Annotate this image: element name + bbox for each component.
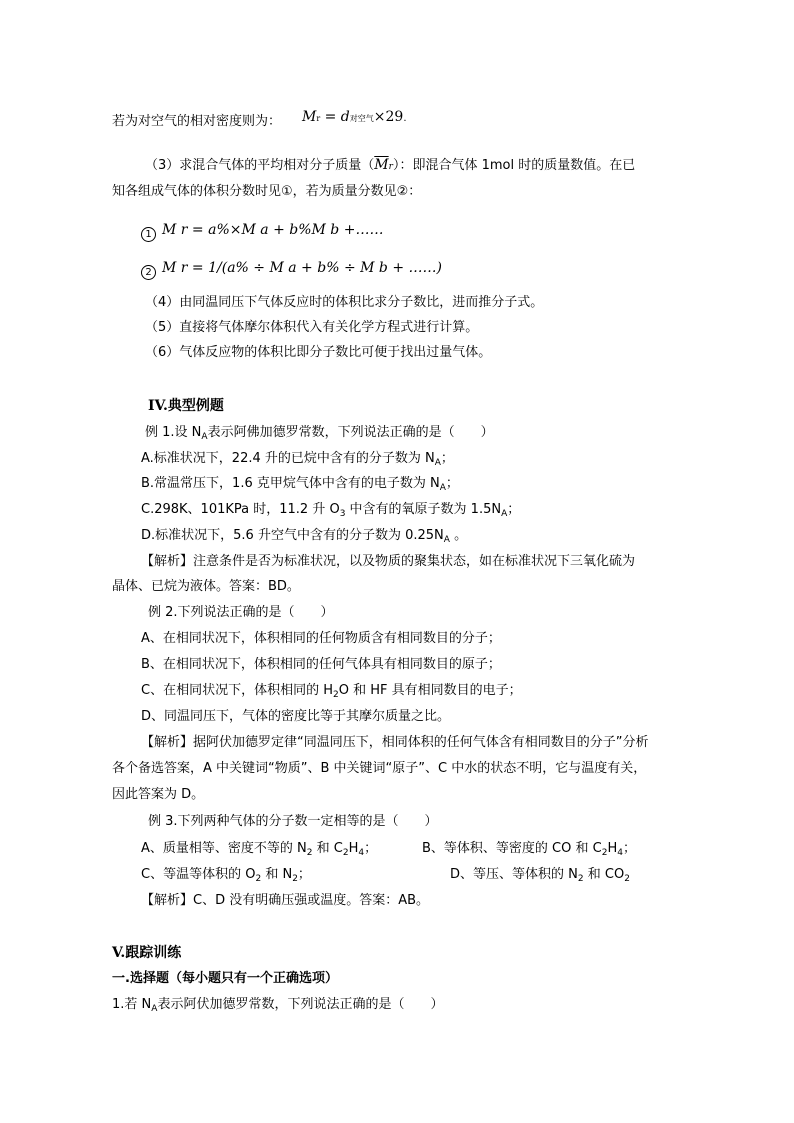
ex2-option-d: D、同温同压下，气体的密度比等于其摩尔质量之比。 — [141, 709, 451, 724]
ex2-analysis-line2: 各个备选答案，A 中关键词“物质”、B 中关键词“原子”、C 中水的状态不明，它与温度有关， — [112, 761, 647, 776]
ex1-opt-c-text: C.298K、101KPa 时，11.2 升 O — [141, 502, 340, 517]
ex3-opt-c-text: C、等温等体积的 O — [141, 867, 256, 882]
ex1-opt-c-sub1: 3 — [339, 509, 346, 519]
ex3-opt-c-sub2: 2 — [292, 874, 298, 884]
section4-title: IV.典型例题 — [148, 398, 224, 414]
ex1-analysis-line1: 【解析】注意条件是否为标准状况，以及物质的聚集状态，如在标准状况下三氧化硫为 — [141, 554, 636, 569]
point5: （5）直接将气体摩尔体积代入有关化学方程式进行计算。 — [145, 320, 479, 335]
point3-text-b: ）：即混合气体 1mol 时的质量数值。在已 — [392, 158, 636, 173]
ex1-opt-b-sub: A — [439, 483, 446, 493]
ex2-analysis-line1: 【解析】据阿伏加德罗定律“同温同压下，相同体积的任何气体含有相同数目的分子”分析 — [141, 735, 649, 750]
ex1-q-sub: A — [201, 432, 208, 442]
formula2-text: M r = 1/(a% ÷ M a + b% ÷ M b + ……) — [162, 260, 442, 276]
formula-m-sub: r — [316, 114, 321, 123]
ex2-option-c — [141, 682, 522, 700]
ex1-q-a: 例 1.设 N — [145, 425, 202, 440]
ex1-opt-b-text: B.常温常压下，1.6 克甲烷气体中含有的电子数为 N — [141, 476, 440, 491]
ex1-opt-a-end: ； — [440, 451, 454, 466]
ex3-option-b — [422, 840, 636, 858]
ex1-opt-c-end: ； — [507, 502, 521, 517]
ex1-opt-a-sub: A — [434, 458, 441, 468]
point3-line1 — [145, 156, 635, 176]
q1-line — [112, 996, 443, 1014]
ex1-opt-c-text2: 中含有的氧原子数为 1.5N — [345, 502, 502, 517]
ex3-opt-a-sub2: 2 — [342, 848, 349, 858]
ex3-opt-a-sub1: 2 — [306, 848, 313, 858]
q1-sub: A — [151, 1004, 158, 1014]
relative-density-text: 若为对空气的相对密度则为： — [112, 114, 282, 129]
formula-eq: = d — [320, 109, 350, 125]
formula-d-sub: 对空气 — [349, 114, 374, 123]
ex3-opt-d-text: D、等压、等体积的 N — [450, 867, 578, 882]
ex3-opt-a-text3: H — [348, 841, 359, 856]
ex3-opt-d-sub2: 2 — [624, 874, 630, 884]
circled-number-1: 1 — [141, 227, 156, 242]
ex3-opt-d-sub1: 2 — [577, 874, 584, 884]
point6: （6）气体反应物的体积比即分子数比可便于找出过量气体。 — [145, 345, 492, 360]
point3-mr-sub: r — [388, 162, 393, 172]
ex3-opt-a-end: ； — [364, 841, 378, 856]
ex1-opt-c-sub2: A — [501, 509, 508, 519]
ex3-option-d — [450, 866, 630, 884]
ex2-analysis-line3: 因此答案为 D。 — [112, 787, 205, 802]
ex1-q-b: 表示阿佛加德罗常数，下列说法正确的是（ ） — [207, 425, 494, 440]
ex2-opt-c-text: C、在相同状况下，体积相同的 H — [141, 683, 333, 698]
ex3-opt-c-text2: 和 N — [261, 867, 293, 882]
ex2-option-a: A、在相同状况下，体积相同的任何物质含有相同数目的分子； — [141, 631, 501, 646]
ex3-question: 例 3.下列两种气体的分子数一定相等的是（ ） — [148, 814, 438, 829]
ex1-analysis-line2: 晶体、已烷为液体。答案：BD。 — [112, 579, 300, 594]
ex2-option-b: B、在相同状况下，体积相同的任何气体具有相同数目的原子； — [141, 657, 501, 672]
section5-title: V.跟踪训练 — [112, 945, 182, 961]
formula-end: . — [403, 113, 407, 124]
formula2-line — [141, 259, 442, 280]
ex2-question: 例 2.下列说法正确的是（ ） — [148, 605, 334, 620]
ex3-option-c — [141, 866, 311, 884]
relative-density-formula — [302, 108, 407, 128]
ex3-analysis: 【解析】C、D 没有明确压强或温度。答案：AB。 — [141, 893, 430, 908]
ex1-opt-d-text: D.标准状况下，5.6 升空气中含有的分子数为 0.25N — [141, 528, 444, 543]
ex1-option-a — [141, 450, 454, 468]
ex1-option-b — [141, 475, 459, 493]
ex3-opt-a-text: A、质量相等、密度不等的 N — [141, 841, 307, 856]
ex3-opt-b-text2: H — [607, 841, 618, 856]
ex1-opt-d-sub: A — [443, 535, 450, 545]
ex3-opt-c-end: ； — [297, 867, 311, 882]
ex3-option-a — [141, 840, 377, 858]
relative-density-line — [112, 113, 281, 131]
sub-section-title: 一.选择题（每小题只有一个正确选项） — [112, 971, 338, 986]
point3-line2 — [112, 183, 421, 201]
ex2-opt-c-text2: O 和 HF 具有相同数目的电子； — [338, 683, 522, 698]
ex3-opt-b-end: ； — [622, 841, 636, 856]
ex1-opt-b-end: ； — [445, 476, 459, 491]
point3-mr: $\overline{M}$ — [374, 157, 389, 173]
ex1-opt-a-text: A.标准状况下，22.4 升的已烷中含有的分子数为 N — [141, 451, 435, 466]
circled-number-2: 2 — [141, 265, 156, 280]
ex1-question — [145, 424, 494, 442]
ex1-opt-d-end: 。 — [449, 528, 468, 543]
ex3-opt-d-text2: 和 CO — [583, 867, 625, 882]
ex3-opt-b-sub1: 2 — [601, 848, 608, 858]
q1-text-a: 1.若 N — [112, 997, 152, 1012]
point4: （4）由同温同压下气体反应时的体积比求分子数比，进而推分子式。 — [145, 295, 544, 310]
formula1-text: M r = a%×M a + b%M b +…… — [162, 222, 384, 238]
ex3-opt-b-sub2: 4 — [617, 848, 623, 858]
ex3-opt-a-text2: 和 C — [312, 841, 343, 856]
point3-text-a: （3）求混合气体的平均相对分子质量（ — [145, 158, 375, 173]
formula-m: M — [302, 109, 317, 125]
ex1-option-c — [141, 501, 520, 519]
ex1-option-d — [141, 527, 467, 545]
ex2-opt-c-sub: 2 — [333, 690, 339, 700]
ex3-opt-b-text: B、等体积、等密度的 CO 和 C — [422, 841, 602, 856]
formula-rhs: ×29 — [373, 109, 404, 125]
ex3-opt-a-sub3: 4 — [358, 848, 365, 858]
formula1-line — [141, 221, 383, 242]
q1-text-b: 表示阿伏加德罗常数，下列说法正确的是（ ） — [157, 997, 444, 1012]
ex3-opt-c-sub1: 2 — [255, 874, 262, 884]
point3-text-line2: 知各组成气体的体积分数时见①，若为质量分数见②： — [112, 184, 422, 199]
